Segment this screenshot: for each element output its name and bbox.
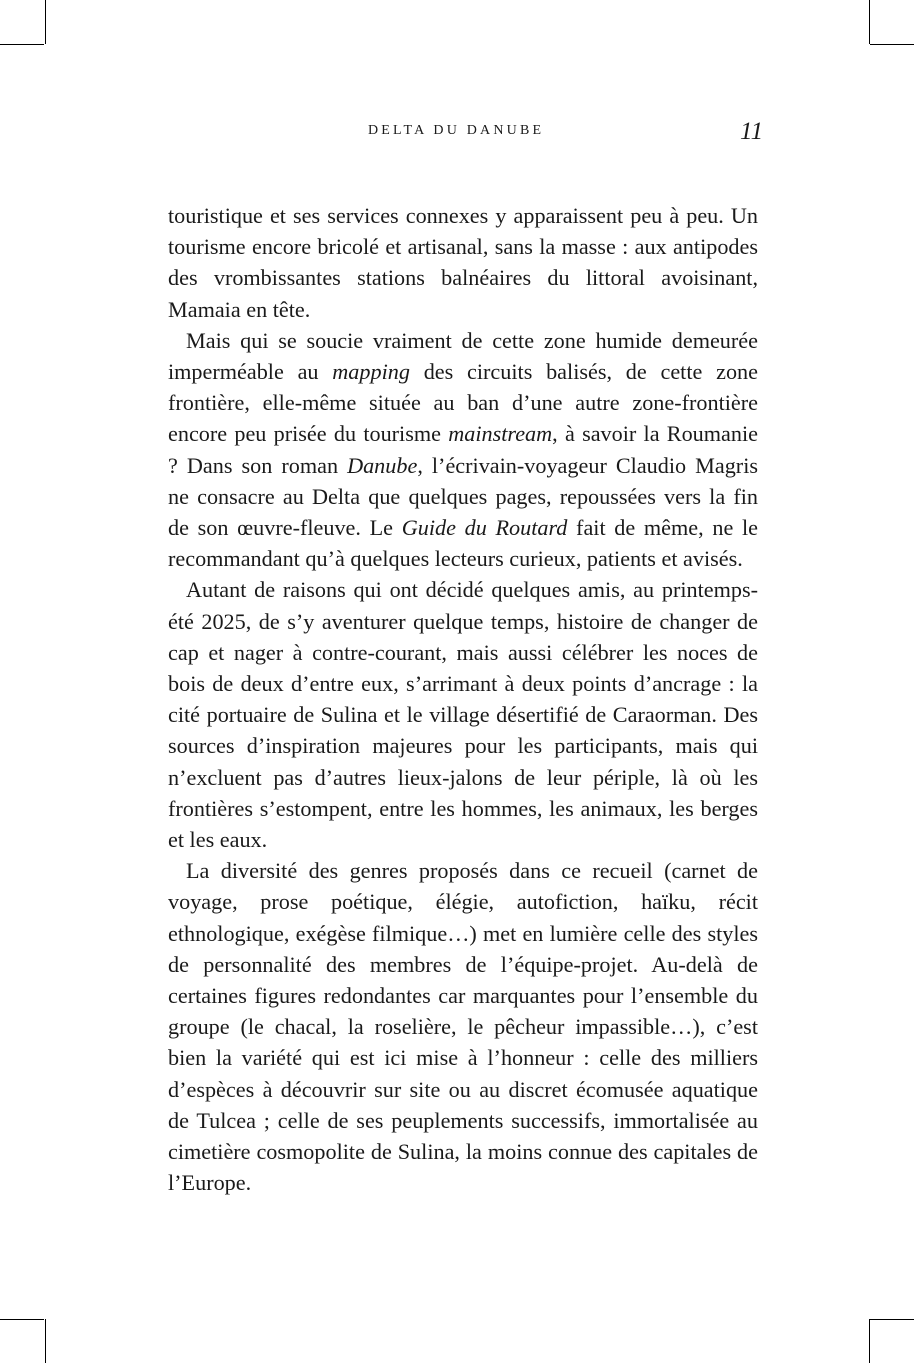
crop-mark-bottom-right-vertical	[869, 1319, 870, 1363]
crop-mark-top-right-horizontal	[870, 44, 914, 45]
paragraph-2-text-e: , à savoir la Roumanie ? Dans son roman	[168, 421, 758, 478]
crop-mark-top-left-horizontal	[0, 44, 44, 45]
crop-mark-bottom-left-vertical	[45, 1319, 46, 1363]
paragraph-2-text-a: Mais qui se soucie vraiment de cette zone humide demeurée imperméable au	[168, 327, 758, 385]
paragraph-2-text-i: fait de même, ne le recommandant qu’à quelques lecteurs curieux, patients et avisés.	[168, 515, 758, 572]
crop-mark-bottom-left-horizontal	[0, 1319, 44, 1320]
page-number: 11	[740, 118, 764, 145]
paragraph-2	[168, 325, 758, 575]
paragraph-3: Autant de raisons qui ont décidé quelques amis, au printemps-été 2025, de s’y aventurer quelque temps, histoire de changer de cap et nager à contre-courant, mais aussi célébrer les noces de bois de deux d’entre eux, s’arrimant à deux points d’ancrage : la cité portuaire de Sulina et le village désertifié de Caraorman. Des sources d’inspiration majeures pour les participants, mais qui n’excluent pas d’autres lieux-jalons de leur périple, là où les frontières s’estompent, entre les hommes, les animaux, les berges et les eaux.	[168, 577, 758, 853]
paragraph-4: La diversité des genres proposés dans ce recueil (carnet de voyage, prose poétique, élégie, autofiction, haïku, récit ethnologique, exégèse filmique…) met en lumière celle des styles de personnalité des membres de l’équipe-projet. Au-delà de certaines figures redondantes car marquantes pour l’ensemble du groupe (le chacal, la roselière, le pêcheur impassible…), c’est bien la variété qui est ici mise à l’honneur : celle des milliers d’espèces à découvrir sur site ou au discret écomusée aquatique de Tulcea ; celle de ses peuplements successifs, immortalisée au cimetière cosmopolite de Sulina, la moins connue des capitales de l’Europe.	[168, 858, 758, 1196]
paragraph-2-italic-mainstream: mainstream	[448, 421, 553, 447]
crop-mark-bottom-right-horizontal	[870, 1319, 914, 1320]
running-title: DELTA DU DANUBE	[368, 123, 545, 138]
paragraph-1: touristique et ses services connexes y apparaissent peu à peu. Un tourisme encore bricolé et artisanal, sans la masse : aux antipodes des vrombissantes stations balnéaires du littoral avoisinant, Mamaia en tête.	[168, 203, 758, 322]
crop-mark-top-right-vertical	[869, 0, 870, 44]
paragraph-2-italic-guide: Guide du Routard	[401, 515, 568, 541]
crop-mark-top-left-vertical	[45, 0, 46, 44]
paragraph-2-italic-danube: Danube	[347, 452, 418, 478]
paragraph-2-text-c: des circuits balisés, de cette zone frontière, elle-même située au ban d’une autre zone-frontière encore peu prisée du tourisme	[168, 359, 758, 447]
paragraph-2-text-g: , l’écrivain-voyageur Claudio Magris ne consacre au Delta que quelques pages, repoussées vers la fin de son œuvre-fleuve. Le	[168, 452, 758, 541]
paragraph-2-italic-mapping: mapping	[332, 359, 410, 385]
body-text	[168, 200, 758, 1199]
